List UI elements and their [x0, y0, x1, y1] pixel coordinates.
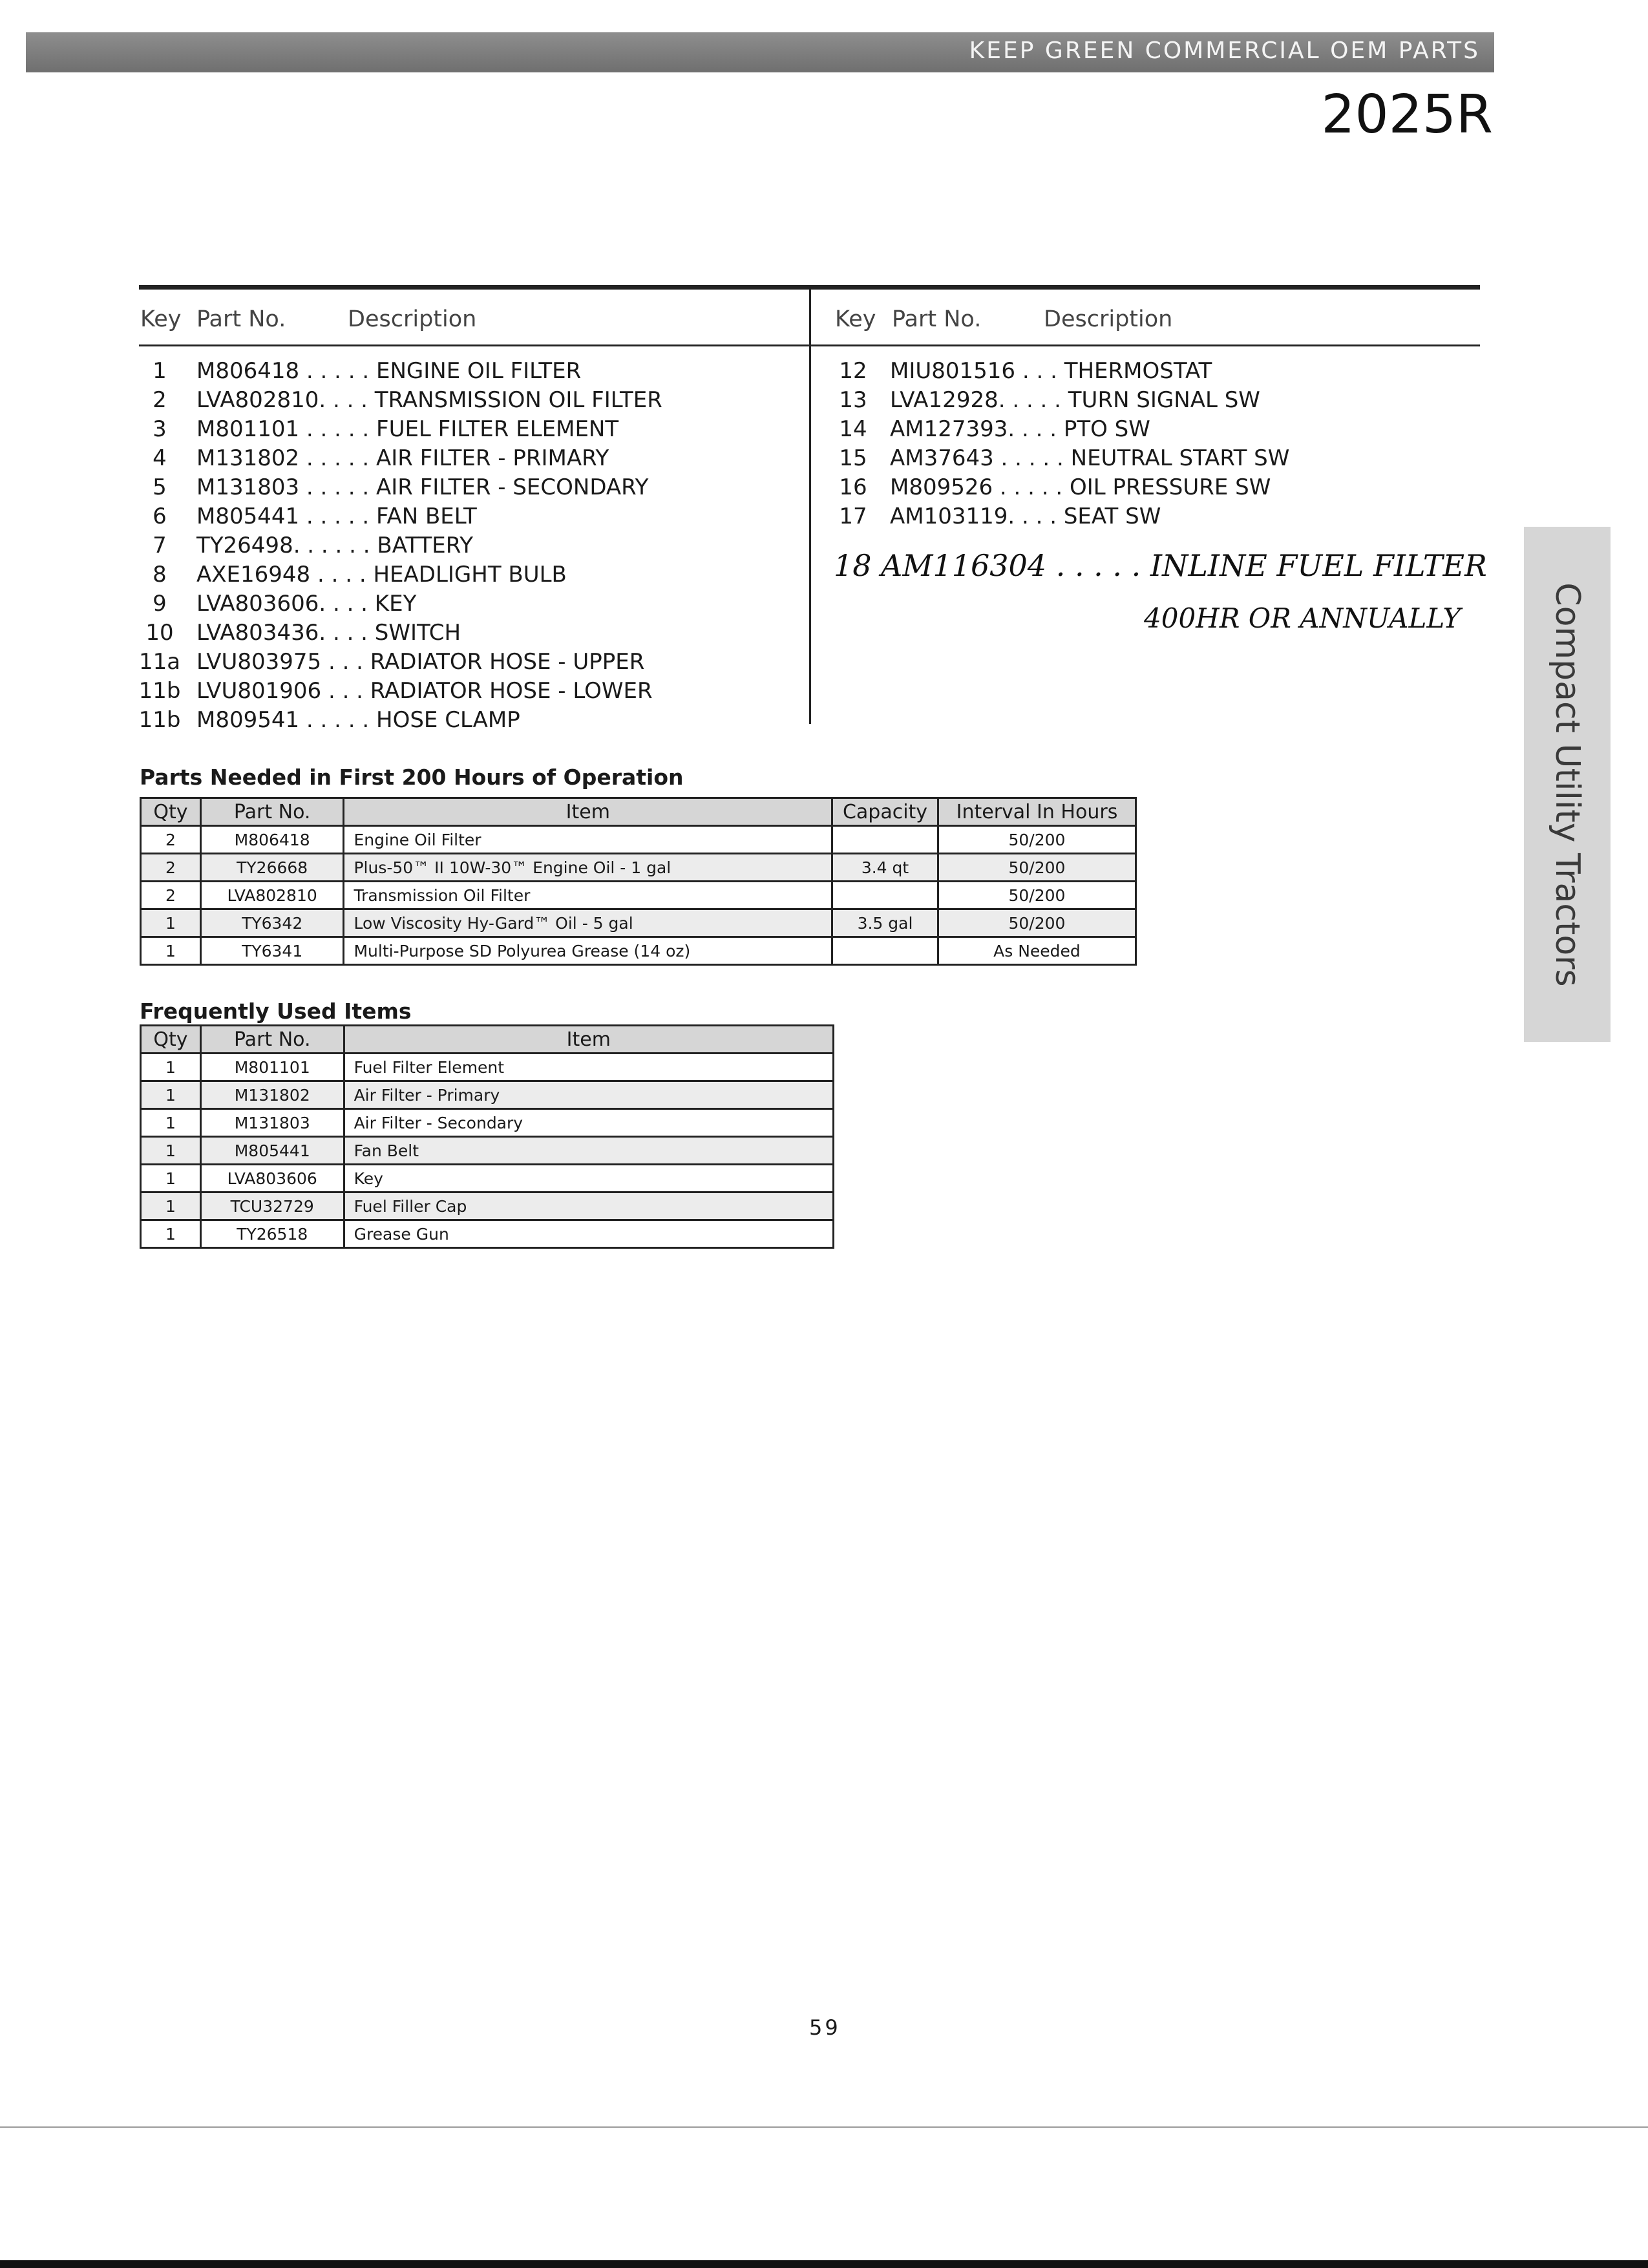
key-list-row [137, 358, 803, 387]
key-list-row [830, 416, 1464, 445]
frequent-title: Frequently Used Items [140, 999, 412, 1024]
key-number: 9 [153, 591, 167, 617]
handwritten-note-line1: 18 AM116304 . . . . . INLINE FUEL FILTER [834, 548, 1487, 583]
key-number: 2 [153, 387, 167, 413]
part-description: LVA802810. . . . TRANSMISSION OIL FILTER [196, 387, 662, 413]
table-row [141, 1081, 834, 1109]
table-cell: 50/200 [938, 826, 1136, 854]
table-cell: Multi-Purpose SD Polyurea Grease (14 oz) [344, 937, 832, 965]
table-cell: Grease Gun [344, 1220, 833, 1248]
part-description: LVU801906 . . . RADIATOR HOSE - LOWER [196, 678, 653, 704]
key-list-head-rule-right [810, 344, 1480, 346]
part-description: AM37643 . . . . . NEUTRAL START SW [890, 445, 1290, 471]
table-row [141, 1109, 834, 1137]
table-header-row [141, 1026, 834, 1054]
column-header: Item [344, 1026, 833, 1054]
column-header: Part No. [200, 1026, 344, 1054]
key-list-row [830, 474, 1464, 503]
key-list-divider [809, 290, 811, 724]
table-cell: TY6341 [200, 937, 344, 965]
table-cell: TY26518 [200, 1220, 344, 1248]
page-number: 59 [809, 2015, 841, 2040]
column-header: Capacity [832, 798, 938, 826]
key-list-row [137, 707, 803, 736]
footer-rule [0, 2126, 1648, 2128]
table-cell: 1 [141, 1054, 201, 1081]
table-cell [832, 937, 938, 965]
key-number: 11b [138, 707, 181, 733]
table-row [141, 1192, 834, 1220]
side-tab-label: Compact Utility Tractors [1548, 582, 1587, 987]
table-row [141, 854, 1136, 882]
key-list-row [137, 503, 803, 533]
key-list-row [137, 620, 803, 649]
table-cell: 3.5 gal [832, 909, 938, 937]
table-cell: TCU32729 [200, 1192, 344, 1220]
column-header: Qty [141, 1026, 201, 1054]
part-description: TY26498. . . . . . BATTERY [196, 533, 473, 558]
col-head-part-right: Part No. [892, 306, 982, 332]
table-cell: 1 [141, 909, 201, 937]
table-cell: Transmission Oil Filter [344, 882, 832, 909]
part-description: M131802 . . . . . AIR FILTER - PRIMARY [196, 445, 609, 471]
key-list-row [830, 358, 1464, 387]
table-row [141, 1165, 834, 1192]
key-number: 13 [839, 387, 867, 413]
table-cell: LVA803606 [200, 1165, 344, 1192]
key-number: 16 [839, 474, 867, 500]
handwritten-note-line2: 400HR OR ANNUALLY [1144, 602, 1461, 634]
table-row [141, 909, 1136, 937]
table-cell: 2 [141, 882, 201, 909]
col-head-part-left: Part No. [196, 306, 286, 332]
table-header-row [141, 798, 1136, 826]
table-row [141, 1137, 834, 1165]
key-list-row [137, 533, 803, 562]
key-number: 11a [138, 649, 181, 675]
table-cell: Engine Oil Filter [344, 826, 832, 854]
key-list-row [137, 591, 803, 620]
key-list-row [137, 649, 803, 678]
key-number: 7 [153, 533, 167, 558]
table-cell: Air Filter - Primary [344, 1081, 833, 1109]
col-head-desc-left: Description [348, 306, 477, 332]
header-banner [26, 32, 1494, 72]
table-cell: 1 [141, 937, 201, 965]
table-cell: TY6342 [200, 909, 344, 937]
column-header: Part No. [200, 798, 344, 826]
table-cell [832, 826, 938, 854]
table-cell: 1 [141, 1220, 201, 1248]
table-cell: Fan Belt [344, 1137, 833, 1165]
table-row [141, 826, 1136, 854]
model-title: 2025R [1321, 84, 1493, 145]
key-number: 6 [153, 503, 167, 529]
table-cell: 50/200 [938, 882, 1136, 909]
part-description: LVU803975 . . . RADIATOR HOSE - UPPER [196, 649, 645, 675]
key-list-row [137, 562, 803, 591]
col-head-key-left: Key [140, 306, 182, 332]
table-cell: 1 [141, 1137, 201, 1165]
table-cell: 3.4 qt [832, 854, 938, 882]
part-description: MIU801516 . . . THERMOSTAT [890, 358, 1212, 384]
table-cell: M801101 [200, 1054, 344, 1081]
key-list-row [137, 678, 803, 707]
table-cell: Low Viscosity Hy-Gard™ Oil - 5 gal [344, 909, 832, 937]
part-description: M809526 . . . . . OIL PRESSURE SW [890, 474, 1271, 500]
key-list-top-rule [139, 285, 1480, 290]
col-head-desc-right: Description [1044, 306, 1173, 332]
key-list-row [137, 416, 803, 445]
table-cell: 50/200 [938, 909, 1136, 937]
part-description: LVA803436. . . . SWITCH [196, 620, 461, 646]
table-cell: 1 [141, 1165, 201, 1192]
part-description: LVA803606. . . . KEY [196, 591, 417, 617]
table-cell: Plus-50™ II 10W-30™ Engine Oil - 1 gal [344, 854, 832, 882]
table-cell: Fuel Filter Element [344, 1054, 833, 1081]
table-row [141, 1220, 834, 1248]
table-cell: M131803 [200, 1109, 344, 1137]
key-number: 10 [145, 620, 174, 646]
key-number: 11b [138, 678, 181, 704]
key-list-row [830, 503, 1464, 533]
key-list-row [137, 387, 803, 416]
key-number: 1 [153, 358, 167, 384]
column-header: Item [344, 798, 832, 826]
key-list-row [830, 387, 1464, 416]
table-cell: 2 [141, 826, 201, 854]
table-cell: Key [344, 1165, 833, 1192]
part-description: M805441 . . . . . FAN BELT [196, 503, 477, 529]
key-number: 3 [153, 416, 167, 442]
table-cell: 2 [141, 854, 201, 882]
part-description: AXE16948 . . . . HEADLIGHT BULB [196, 562, 567, 588]
table-cell: TY26668 [200, 854, 344, 882]
table-cell: 1 [141, 1192, 201, 1220]
table-cell: As Needed [938, 937, 1136, 965]
column-header: Qty [141, 798, 201, 826]
key-number: 12 [839, 358, 867, 384]
table-cell: Fuel Filler Cap [344, 1192, 833, 1220]
key-number: 14 [839, 416, 867, 442]
table-cell: 1 [141, 1081, 201, 1109]
column-header: Interval In Hours [938, 798, 1136, 826]
table-cell: 1 [141, 1109, 201, 1137]
table-cell: M131802 [200, 1081, 344, 1109]
key-list-row [830, 445, 1464, 474]
table-cell: 50/200 [938, 854, 1136, 882]
part-description: M806418 . . . . . ENGINE OIL FILTER [196, 358, 582, 384]
frequent-table [140, 1024, 834, 1249]
first-200-table [140, 797, 1137, 966]
part-description: AM103119. . . . SEAT SW [890, 503, 1161, 529]
key-list-row [137, 474, 803, 503]
key-number: 8 [153, 562, 167, 588]
part-description: M131803 . . . . . AIR FILTER - SECONDARY [196, 474, 649, 500]
table-cell: Air Filter - Secondary [344, 1109, 833, 1137]
table-row [141, 882, 1136, 909]
part-description: LVA12928. . . . . TURN SIGNAL SW [890, 387, 1260, 413]
table-cell: M806418 [200, 826, 344, 854]
table-row [141, 1054, 834, 1081]
scan-bottom-edge [0, 2260, 1648, 2268]
key-list-row [137, 445, 803, 474]
table-row [141, 937, 1136, 965]
part-description: M809541 . . . . . HOSE CLAMP [196, 707, 520, 733]
part-description: M801101 . . . . . FUEL FILTER ELEMENT [196, 416, 619, 442]
table-cell: M805441 [200, 1137, 344, 1165]
table-cell [832, 882, 938, 909]
key-number: 4 [153, 445, 167, 471]
section-side-tab [1524, 527, 1611, 1042]
key-number: 15 [839, 445, 867, 471]
key-number: 17 [839, 503, 867, 529]
first-200-title: Parts Needed in First 200 Hours of Operation [140, 765, 684, 790]
key-list-head-rule-left [139, 344, 810, 346]
table-cell: LVA802810 [200, 882, 344, 909]
banner-title: KEEP GREEN COMMERCIAL OEM PARTS [969, 37, 1480, 64]
col-head-key-right: Key [835, 306, 876, 332]
part-description: AM127393. . . . PTO SW [890, 416, 1150, 442]
key-number: 5 [153, 474, 167, 500]
